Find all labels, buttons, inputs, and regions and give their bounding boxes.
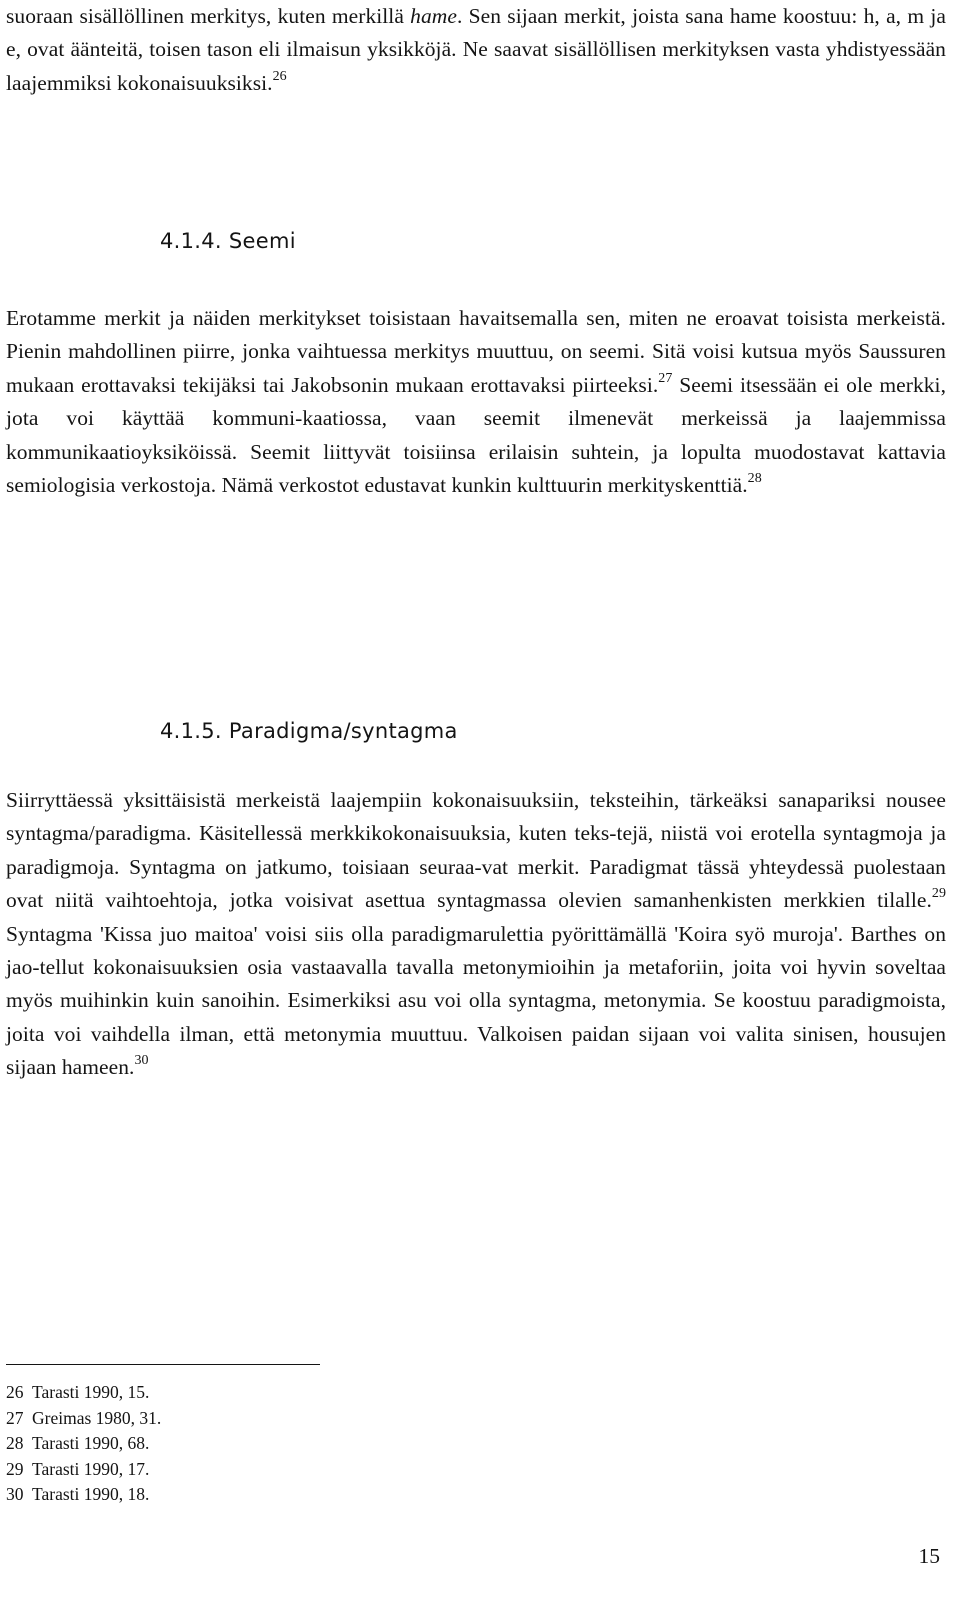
- footnote-text: Tarasti 1990, 17.: [32, 1458, 150, 1479]
- footnote-item: [6, 1431, 161, 1457]
- italic-term: hame: [410, 4, 457, 28]
- footnote-text: Tarasti 1990, 68.: [32, 1433, 150, 1453]
- footnote-divider: [6, 1364, 320, 1365]
- section-heading-seemi: 4.1.4. Seemi: [160, 229, 296, 253]
- footnote-number: 29: [6, 1458, 24, 1479]
- footnote-reference[interactable]: 28: [747, 470, 762, 486]
- paragraph-paradigma-syntagma: [6, 784, 946, 1085]
- paragraph-text: Erotamme merkit ja näiden merkitykset toisistaan havaitsemalla sen, miten ne eroavat toisista merkeistä. Pienin mahdollinen piirre, jonka vaihtuessa merkitys muuttuu, on seemi. Sitä voisi kutsua myös Saussuren mukaan erottavaksi tekijäksi tai Jakobsonin mukaan erottavaksi piirteeksi.: [6, 306, 946, 397]
- footnote-item: [6, 1457, 161, 1483]
- footnote-item: [6, 1406, 161, 1432]
- paragraph-text: Siirryttäessä yksittäisistä merkeistä laajempiin kokonaisuuksiin, teksteihin, tärkeäksi sanapariksi nousee syntagma/paradigma. Käsitellessä merkkikokonaisuuksia, kuten teks-tejä, niistä voi erotella syntagmoja ja paradigmoja. Syntagma on jatkumo, toisiaan seuraa-vat merkit. Paradigmat tässä yhteydessä puolestaan ovat niitä vaihtoehtoja, jotka voisivat asettua syntagmassa olevien samanhenkisten merkkien tilalle.: [6, 788, 946, 913]
- paragraph-seemi: [6, 302, 946, 502]
- footnote-reference[interactable]: 26: [272, 68, 287, 84]
- footnote-text: Greimas 1980, 31.: [32, 1407, 162, 1428]
- footnote-text: Tarasti 1990, 15.: [32, 1382, 150, 1402]
- page-number: 15: [918, 1544, 940, 1568]
- footnote-number: 26: [6, 1382, 24, 1402]
- footnote-number: 28: [6, 1433, 24, 1453]
- footnote-reference[interactable]: 27: [658, 370, 673, 386]
- paragraph-text: Seemi itsessään ei ole merkki, jota voi käyttää kommuni-kaatiossa, vaan seemit ilmenevät merkeissä ja laajemmissa kommunikaatioyksiköissä. Seemit liittyvät toisiinsa erilaisin suhtein, ja lopulta muodostavat kattavia semiologisia verkostoja. Nämä verkostot edustavat kunkin kulttuurin merkityskenttiä.: [6, 372, 946, 498]
- section-heading-paradigma-syntagma: 4.1.5. Paradigma/syntagma: [160, 719, 458, 743]
- paragraph-continuation: [6, 0, 946, 100]
- footnote-text: Tarasti 1990, 18.: [32, 1484, 150, 1504]
- paragraph-text: suoraan sisällöllinen merkitys, kuten merkillä: [6, 4, 411, 28]
- footnote-list: [6, 1380, 161, 1508]
- footnote-number: 30: [6, 1484, 24, 1504]
- footnote-item: [6, 1380, 161, 1406]
- footnote-reference[interactable]: 30: [134, 1053, 149, 1069]
- footnote-number: 27: [6, 1407, 24, 1428]
- footnote-item: [6, 1482, 161, 1508]
- paragraph-text: Syntagma 'Kissa juo maitoa' voisi siis olla paradigmarulettia pyörittämällä 'Koira syö muroja'. Barthes on jao-tellut kokonaisuuksien osia vastaavalla tavalla metonymioihin ja metaforiin, joita voi hyvin soveltaa myös muihinkin kuin sanoihin. Esimerkiksi asu voi olla syntagma, metonymia. Se koostuu paradigmoista, joita voi vaihdella ilman, että metonymia muuttuu. Valkoisen paidan sijaan voi valita sinisen, housujen sijaan hameen.: [6, 921, 946, 1080]
- footnote-reference[interactable]: 29: [931, 886, 946, 902]
- paragraph-text: . Sen sijaan merkit, joista sana hame koostuu: h, a, m ja e, ovat äänteitä, toisen tason eli ilmaisun yksikköjä. Ne saavat sisällöllisen merkityksen vasta yhdistyessään laajemmiksi kokonaisuuksiksi.: [6, 4, 947, 95]
